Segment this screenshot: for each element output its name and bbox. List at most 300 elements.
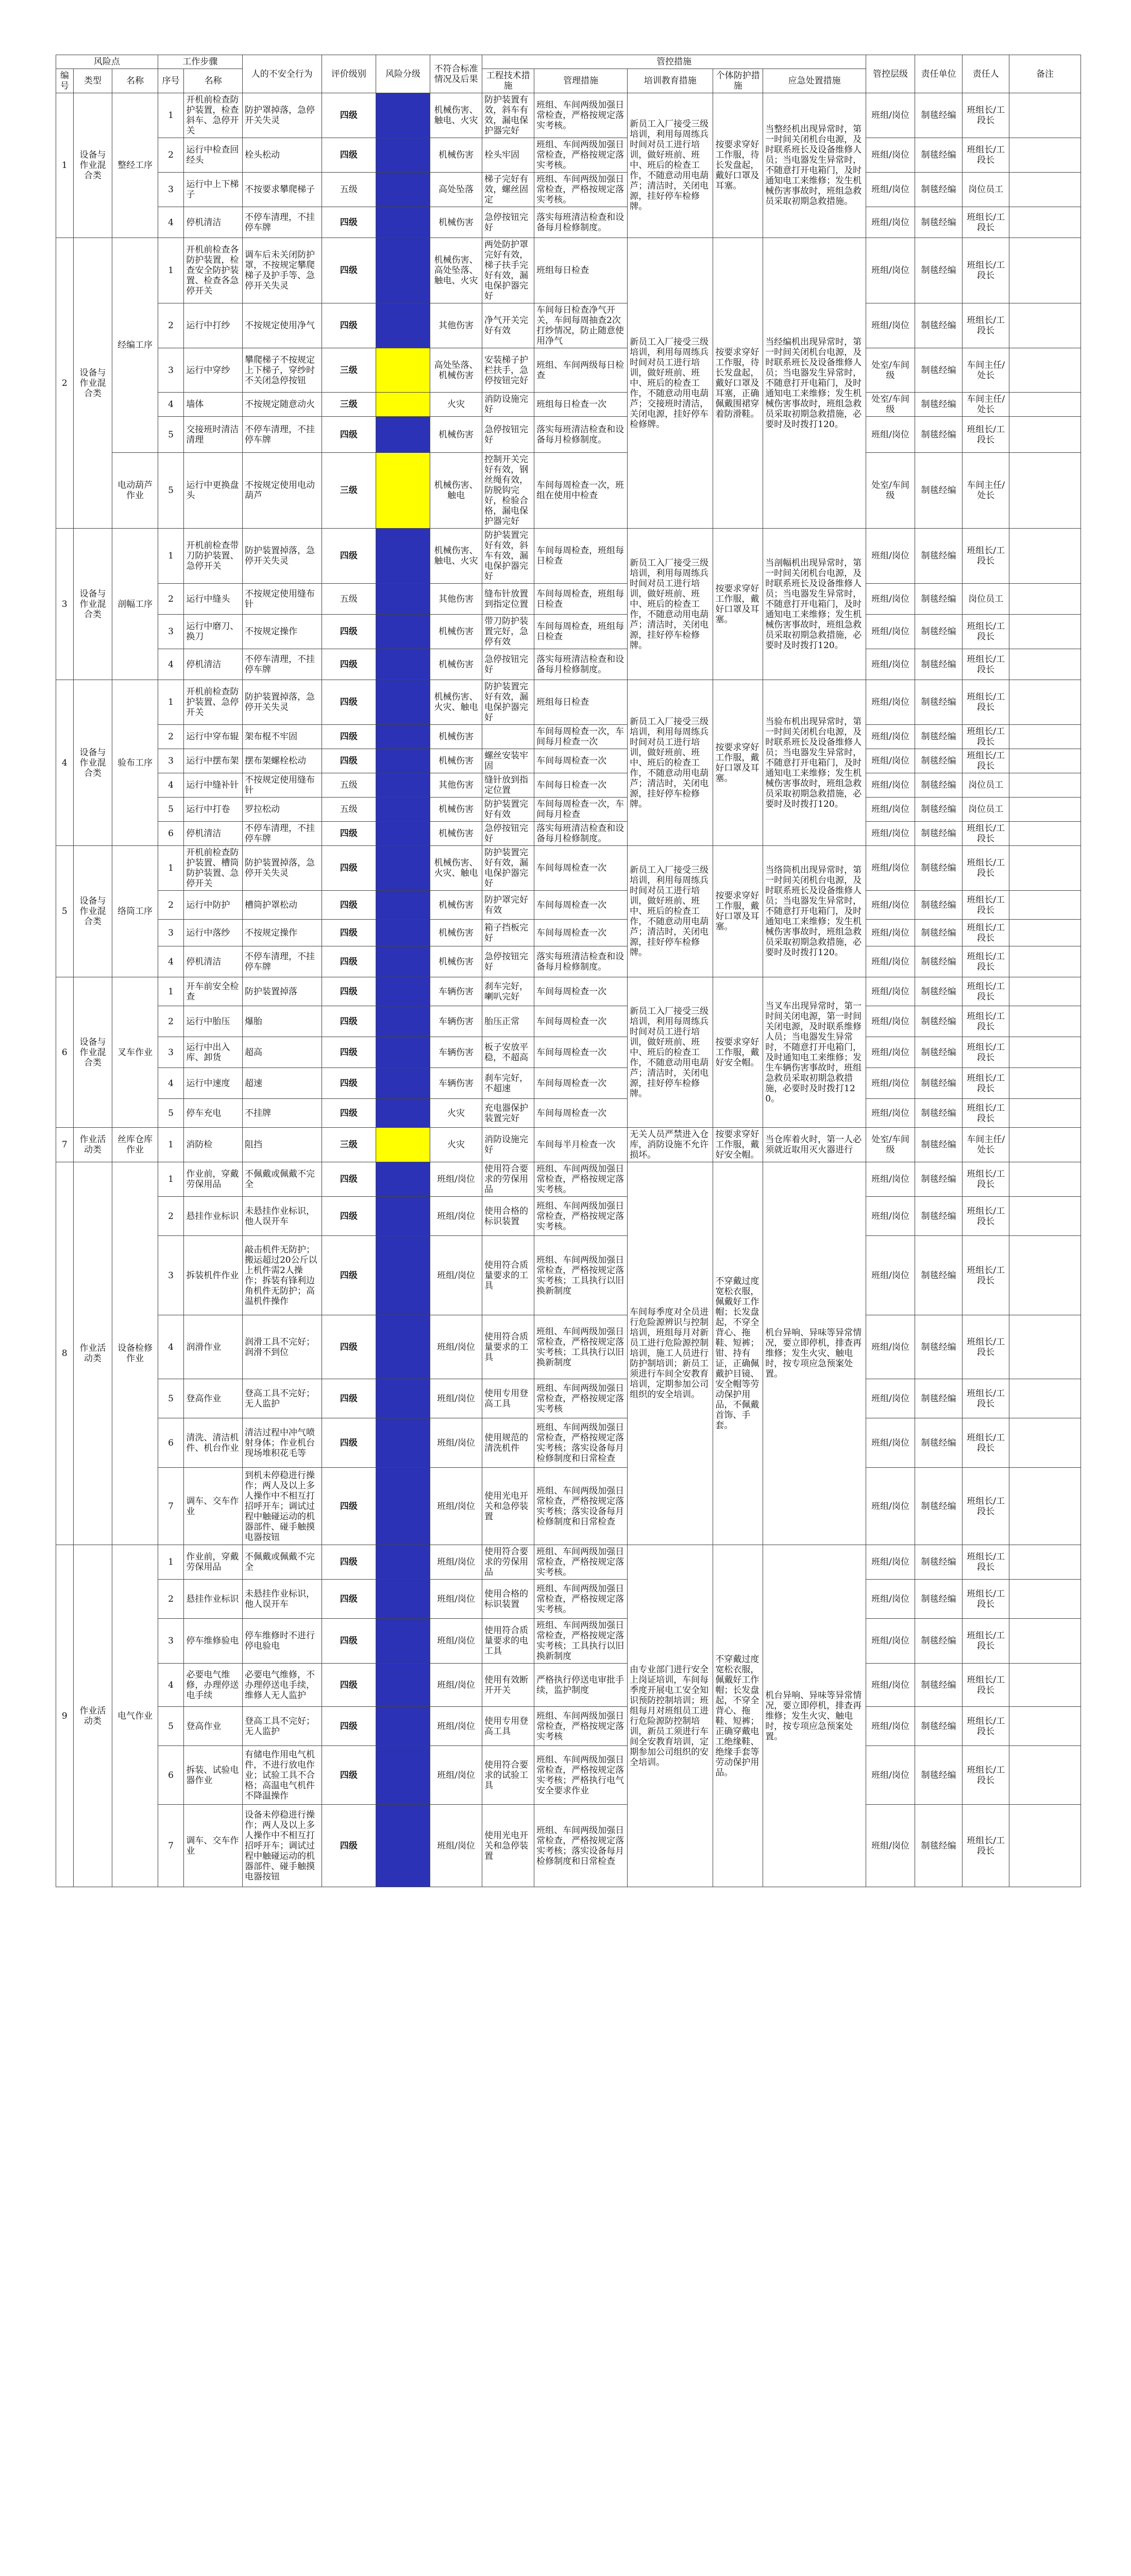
row-step: 悬挂作业标识 xyxy=(184,1580,243,1619)
row-standard: 机械伤害、火灾、触电 xyxy=(430,680,482,725)
row-step: 登高作业 xyxy=(184,1379,243,1418)
row-resp-unit: 制毯经编 xyxy=(915,1580,963,1619)
row-step: 运行中缝补针 xyxy=(184,773,243,798)
header-engineering: 工程技术措施 xyxy=(482,69,534,93)
sub-group-name: 电动葫芦作业 xyxy=(112,453,158,529)
row-management: 车间每周检查一次，班组在使用中检查 xyxy=(534,453,628,529)
group-emergency: 机台异响、异味等异常情况，要立即停机，排查再维修；发生火灾、触电时，按专项应急预案处置。 xyxy=(763,1162,866,1545)
row-control-level: 班组/岗位 xyxy=(866,584,915,615)
table-row xyxy=(56,1379,1081,1418)
row-standard: 机械伤害 xyxy=(430,725,482,749)
row-behavior: 敲击机件无防护；搬运超过20公斤以上机件需2人操作；拆装有锋利边角机件无防护；高温机件操作 xyxy=(242,1236,322,1315)
row-management: 班组、车间两级加强日常检查，严格按规定落实考核；落实设备每月检修制度和日常检查 xyxy=(534,1805,628,1887)
row-resp-person: 岗位员工 xyxy=(963,773,1009,798)
row-resp-person: 车间主任/处长 xyxy=(963,453,1009,529)
row-remarks xyxy=(1009,453,1081,529)
row-engineering: 梯子完好有效，螺丝固定 xyxy=(482,173,534,207)
row-engineering: 防护罩完好有效 xyxy=(482,891,534,920)
table-row xyxy=(56,1099,1081,1128)
row-remarks xyxy=(1009,1162,1081,1197)
row-management: 班组、车间两级加强日常检查，严格按规定落实考核；严格执行电气安全要求作业 xyxy=(534,1746,628,1805)
row-control-level: 班组/岗位 xyxy=(866,138,915,173)
row-engineering: 使用合格的标识装置 xyxy=(482,1197,534,1236)
row-standard: 其他伤害 xyxy=(430,773,482,798)
row-eval-level: 四级 xyxy=(322,846,376,891)
row-control-level: 班组/岗位 xyxy=(866,417,915,453)
row-engineering: 使用符合要求的试验工具 xyxy=(482,1746,534,1805)
row-remarks xyxy=(1009,529,1081,584)
row-resp-person: 班组长/工段长 xyxy=(963,1162,1009,1197)
table-row xyxy=(56,1468,1081,1545)
row-resp-unit: 制毯经编 xyxy=(915,680,963,725)
table-row xyxy=(56,1545,1081,1580)
row-behavior: 攀爬梯子不按规定上下梯子，穿纱时不关闭急停按钮 xyxy=(242,348,322,393)
row-management: 车间每周检查一次，车间每月检查 xyxy=(534,798,628,822)
row-remarks xyxy=(1009,977,1081,1006)
row-management: 班组、车间两级加强日常检查，严格按规定落实考核。 xyxy=(534,138,628,173)
table-row xyxy=(56,1006,1081,1037)
group-name: 丝库仓库作业 xyxy=(112,1128,158,1162)
group-type: 设备与作业混合类 xyxy=(73,238,112,529)
group-training: 新员工入厂接受三级培训，利用每周练兵时间对员工进行培训，做好班前、班中、班后的检查工作，不随意动用电葫芦；清洁时，关闭电源，挂好停车检修牌。 xyxy=(628,529,713,680)
header-training: 培训教育措施 xyxy=(628,69,713,93)
row-engineering: 防护装置完好有效，漏电保护器完好 xyxy=(482,680,534,725)
table-row xyxy=(56,822,1081,846)
row-eval-level: 四级 xyxy=(322,1664,376,1707)
risk-color-cell xyxy=(376,977,430,1006)
group-ppe: 按要求穿好工作服，戴好口罩及耳塞。 xyxy=(713,680,763,846)
table-row xyxy=(56,529,1081,584)
risk-color-cell xyxy=(376,615,430,649)
row-step: 运行中磨刀、换刀 xyxy=(184,615,243,649)
row-behavior: 到机未停稳进行操作；两人及以上多人操作中不相互打招呼开车；调试过程中触碰运动的机器部件、碰手触摸电器按钮 xyxy=(242,1468,322,1545)
row-behavior: 摆布架螺栓松动 xyxy=(242,749,322,773)
row-resp-unit: 制毯经编 xyxy=(915,348,963,393)
table-row xyxy=(56,649,1081,680)
risk-color-cell xyxy=(376,453,430,529)
row-eval-level: 四级 xyxy=(322,1099,376,1128)
row-behavior: 不停车清理，不挂停车牌 xyxy=(242,822,322,846)
header-risk-point: 风险点 xyxy=(56,55,158,69)
row-resp-person: 班组长/工段长 xyxy=(963,207,1009,238)
row-seq: 2 xyxy=(158,1006,184,1037)
row-standard: 班组/岗位 xyxy=(430,1315,482,1379)
row-resp-person: 岗位员工 xyxy=(963,584,1009,615)
row-engineering: 使用符合质量要求的工具 xyxy=(482,1315,534,1379)
row-step: 停机清洁 xyxy=(184,946,243,977)
row-seq: 3 xyxy=(158,749,184,773)
row-management: 车间每周检查，班组每日检查 xyxy=(534,529,628,584)
row-remarks xyxy=(1009,1128,1081,1162)
row-seq: 5 xyxy=(158,453,184,529)
risk-color-cell xyxy=(376,207,430,238)
row-seq: 3 xyxy=(158,1619,184,1664)
row-eval-level: 四级 xyxy=(322,1418,376,1468)
risk-color-cell xyxy=(376,1664,430,1707)
risk-color-cell xyxy=(376,584,430,615)
group-no: 7 xyxy=(56,1128,74,1162)
row-standard: 机械伤害 xyxy=(430,946,482,977)
row-resp-person: 班组长/工段长 xyxy=(963,615,1009,649)
row-seq: 4 xyxy=(158,1315,184,1379)
row-resp-person: 车间主任/处长 xyxy=(963,393,1009,417)
row-eval-level: 四级 xyxy=(322,138,376,173)
row-engineering: 充电器保护装置完好 xyxy=(482,1099,534,1128)
row-resp-person: 班组长/工段长 xyxy=(963,1707,1009,1746)
row-behavior: 防护装置掉落，急停开关失灵 xyxy=(242,680,322,725)
row-eval-level: 三级 xyxy=(322,393,376,417)
row-control-level: 班组/岗位 xyxy=(866,773,915,798)
row-behavior: 不按规定使用净气 xyxy=(242,303,322,348)
risk-color-cell xyxy=(376,1037,430,1068)
row-eval-level: 五级 xyxy=(322,798,376,822)
row-control-level: 班组/岗位 xyxy=(866,1664,915,1707)
risk-color-cell xyxy=(376,1805,430,1887)
header-seq: 序号 xyxy=(158,69,184,93)
row-seq: 2 xyxy=(158,891,184,920)
row-step: 拆装机件作业 xyxy=(184,1236,243,1315)
header-emergency: 应急处置措施 xyxy=(763,69,866,93)
row-resp-unit: 制毯经编 xyxy=(915,725,963,749)
row-behavior: 栓头松动 xyxy=(242,138,322,173)
row-behavior: 罗拉松动 xyxy=(242,798,322,822)
header-standard: 不符合标准情况及后果 xyxy=(430,55,482,93)
row-engineering: 箱子挡板完好 xyxy=(482,920,534,946)
row-remarks xyxy=(1009,1545,1081,1580)
header-no: 编号 xyxy=(56,69,74,93)
row-behavior: 防护装置掉落 xyxy=(242,977,322,1006)
row-management: 班组、车间两级加强日常检查，严格按规定落实考核。 xyxy=(534,1545,628,1580)
row-step: 登高作业 xyxy=(184,1707,243,1746)
row-resp-unit: 制毯经编 xyxy=(915,173,963,207)
row-eval-level: 五级 xyxy=(322,584,376,615)
row-management: 班组、车间两级加强日常检查，严格按规定落实考核。 xyxy=(534,1197,628,1236)
row-control-level: 班组/岗位 xyxy=(866,93,915,138)
row-engineering: 使用符合要求的劳保用品 xyxy=(482,1545,534,1580)
row-resp-person: 班组长/工段长 xyxy=(963,749,1009,773)
row-seq: 2 xyxy=(158,725,184,749)
row-standard: 班组/岗位 xyxy=(430,1664,482,1707)
row-seq: 1 xyxy=(158,93,184,138)
row-behavior: 不按规定使用电动葫芦 xyxy=(242,453,322,529)
row-seq: 1 xyxy=(158,846,184,891)
table-body xyxy=(56,93,1081,1887)
row-resp-person: 班组长/工段长 xyxy=(963,891,1009,920)
table-row xyxy=(56,946,1081,977)
row-step: 停机清洁 xyxy=(184,207,243,238)
group-emergency: 机台异响、异味等异常情况，要立即停机，排查再维修；发生火灾、触电时，按专项应急预案处置。 xyxy=(763,1545,866,1887)
row-control-level: 班组/岗位 xyxy=(866,529,915,584)
row-seq: 6 xyxy=(158,1418,184,1468)
risk-color-cell xyxy=(376,1379,430,1418)
row-step: 开机前检查防护装置、槽筒防护装置、急停开关 xyxy=(184,846,243,891)
row-resp-unit: 制毯经编 xyxy=(915,529,963,584)
row-step: 运行中穿布辊 xyxy=(184,725,243,749)
group-ppe: 按要求穿好工作服，戴好安全帽。 xyxy=(713,1128,763,1162)
row-step: 运行中打卷 xyxy=(184,798,243,822)
row-seq: 1 xyxy=(158,1128,184,1162)
row-standard: 机械伤害 xyxy=(430,891,482,920)
row-resp-unit: 制毯经编 xyxy=(915,1468,963,1545)
row-engineering: 使用有效断开开关 xyxy=(482,1664,534,1707)
row-behavior: 登高工具不完好；无人监护 xyxy=(242,1379,322,1418)
row-seq: 5 xyxy=(158,417,184,453)
table-row xyxy=(56,680,1081,725)
row-seq: 6 xyxy=(158,1746,184,1805)
row-eval-level: 四级 xyxy=(322,1545,376,1580)
row-control-level: 班组/岗位 xyxy=(866,1006,915,1037)
row-management: 班组、车间两级加强日常检查，严格按规定落实考核；工具执行以旧换新制度 xyxy=(534,1619,628,1664)
row-eval-level: 四级 xyxy=(322,1162,376,1197)
row-standard: 车辆伤害 xyxy=(430,1006,482,1037)
row-seq: 3 xyxy=(158,615,184,649)
row-control-level: 班组/岗位 xyxy=(866,822,915,846)
row-eval-level: 四级 xyxy=(322,1315,376,1379)
row-engineering: 急停按钮完好 xyxy=(482,946,534,977)
group-ppe: 不穿戴过度宽松衣服，佩戴好工作帽；长发盘起，不穿全背心、拖鞋、短裤；钳、持有证，正确佩戴护目镜、安全帽等劳动保护用品，不佩戴首饰、手套。 xyxy=(713,1162,763,1545)
row-resp-unit: 制毯经编 xyxy=(915,1707,963,1746)
row-control-level: 班组/岗位 xyxy=(866,1315,915,1379)
group-ppe: 不穿戴过度宽松衣服，佩戴好工作帽；长发盘起，不穿全背心、拖鞋、短裤；正确穿戴电工绝缘鞋、绝缘手套等劳动保护用品。 xyxy=(713,1545,763,1887)
row-behavior: 爆胎 xyxy=(242,1006,322,1037)
row-behavior: 不按规定随意动火 xyxy=(242,393,322,417)
risk-color-cell xyxy=(376,798,430,822)
row-standard: 班组/岗位 xyxy=(430,1805,482,1887)
row-seq: 5 xyxy=(158,798,184,822)
table-row xyxy=(56,207,1081,238)
row-remarks xyxy=(1009,93,1081,138)
row-behavior: 不按规定操作 xyxy=(242,920,322,946)
risk-color-cell xyxy=(376,846,430,891)
row-eval-level: 四级 xyxy=(322,1236,376,1315)
row-control-level: 班组/岗位 xyxy=(866,1619,915,1664)
row-control-level: 班组/岗位 xyxy=(866,1197,915,1236)
row-behavior: 不按要求攀爬梯子 xyxy=(242,173,322,207)
group-ppe: 按要求穿好工作服，戴好口罩及耳塞。 xyxy=(713,529,763,680)
row-eval-level: 四级 xyxy=(322,93,376,138)
row-standard: 机械伤害 xyxy=(430,920,482,946)
row-management: 车间每周检查一次 xyxy=(534,1099,628,1128)
row-resp-unit: 制毯经编 xyxy=(915,1236,963,1315)
row-resp-person: 班组长/工段长 xyxy=(963,1315,1009,1379)
row-behavior: 不佩戴或佩戴不完全 xyxy=(242,1162,322,1197)
row-eval-level: 五级 xyxy=(322,173,376,207)
row-control-level: 班组/岗位 xyxy=(866,1468,915,1545)
row-remarks xyxy=(1009,417,1081,453)
row-resp-unit: 制毯经编 xyxy=(915,1006,963,1037)
row-engineering: 使用符合要求的劳保用品 xyxy=(482,1162,534,1197)
row-eval-level: 四级 xyxy=(322,680,376,725)
table-row xyxy=(56,798,1081,822)
row-engineering xyxy=(482,725,534,749)
row-management: 严格执行停送电审批手续，监护制度 xyxy=(534,1664,628,1707)
row-behavior: 超速 xyxy=(242,1068,322,1099)
table-row xyxy=(56,1162,1081,1197)
row-management: 班组、车间两级加强日常检查，严格按规定落实考核；工具执行以旧换新制度 xyxy=(534,1315,628,1379)
row-resp-unit: 制毯经编 xyxy=(915,1379,963,1418)
row-resp-unit: 制毯经编 xyxy=(915,138,963,173)
row-management: 班组、车间两级加强日常检查，严格按规定落实考核。 xyxy=(534,1580,628,1619)
risk-color-cell xyxy=(376,1468,430,1545)
header-work-steps: 工作步骤 xyxy=(158,55,242,69)
table-row xyxy=(56,725,1081,749)
row-standard: 班组/岗位 xyxy=(430,1619,482,1664)
row-resp-unit: 制毯经编 xyxy=(915,1619,963,1664)
group-ppe: 按要求穿好工作服，戴好口罩及耳塞。 xyxy=(713,846,763,977)
row-control-level: 班组/岗位 xyxy=(866,1707,915,1746)
group-training: 新员工入厂接受三级培训，利用每周练兵时间对员工进行培训，做好班前、班中、班后的检查工作，不随意动用电葫芦；清洁时，关闭电源，挂好停车检修牌。 xyxy=(628,680,713,846)
table-row xyxy=(56,1746,1081,1805)
row-resp-unit: 制毯经编 xyxy=(915,393,963,417)
risk-table xyxy=(56,55,1081,1887)
risk-color-cell xyxy=(376,891,430,920)
row-remarks xyxy=(1009,207,1081,238)
group-name: 络筒工序 xyxy=(112,846,158,977)
row-remarks xyxy=(1009,725,1081,749)
row-resp-person: 班组长/工段长 xyxy=(963,1746,1009,1805)
row-resp-person: 班组长/工段长 xyxy=(963,725,1009,749)
row-step: 开机前检查各防护装置，检查安全防护装置、检查各急停开关 xyxy=(184,238,243,303)
row-resp-unit: 制毯经编 xyxy=(915,615,963,649)
row-engineering: 防护装置有效，斜车有效，漏电保护器完好 xyxy=(482,93,534,138)
row-resp-person: 班组长/工段长 xyxy=(963,846,1009,891)
row-engineering: 刹车完好，不超速 xyxy=(482,1068,534,1099)
row-seq: 4 xyxy=(158,773,184,798)
row-standard: 机械伤害、触电、火灾 xyxy=(430,529,482,584)
group-training: 新员工入厂接受三级培训，利用每周练兵时间对员工进行培训，做好班前、班中、班后的检查工作，不随意动用电葫芦；清洁时，关闭电源，挂好停车检修牌。 xyxy=(628,977,713,1128)
table-row xyxy=(56,1805,1081,1887)
table-row xyxy=(56,303,1081,348)
row-seq: 4 xyxy=(158,1664,184,1707)
row-seq: 4 xyxy=(158,946,184,977)
group-ppe: 按要求穿好工作服，待长发盘起，戴好口罩及耳塞，正确佩戴围裙穿着防滑鞋。 xyxy=(713,238,763,529)
row-remarks xyxy=(1009,680,1081,725)
table-row xyxy=(56,773,1081,798)
row-standard: 机械伤害、火灾、触电 xyxy=(430,846,482,891)
row-resp-person: 班组长/工段长 xyxy=(963,93,1009,138)
risk-color-cell xyxy=(376,1068,430,1099)
row-engineering: 消防设施完好 xyxy=(482,1128,534,1162)
row-management: 班组、车间两级加强日常检查，严格按规定落实考核。 xyxy=(534,173,628,207)
header-row-1 xyxy=(56,55,1081,69)
row-control-level: 班组/岗位 xyxy=(866,1746,915,1805)
row-standard: 班组/岗位 xyxy=(430,1379,482,1418)
row-eval-level: 四级 xyxy=(322,1805,376,1887)
row-management: 车间每周检查，班组每日检查 xyxy=(534,615,628,649)
row-control-level: 班组/岗位 xyxy=(866,649,915,680)
row-resp-unit: 制毯经编 xyxy=(915,238,963,303)
group-emergency: 当整经机出现异常时，第一时间关闭机台电源，及时联系班长及设备维修人员；当电器发生异常时，不随意打开电箱门，及时通知电工来维修；发生机械伤害事故时，班组急救员采取初期急救措施。 xyxy=(763,93,866,238)
table-row xyxy=(56,393,1081,417)
group-emergency: 当剖幅机出现异常时，第一时间关闭机台电源，及时联系班长及设备维修人员；当电器发生异常时，不随意打开电箱门，及时通知电工来维修；发生机械伤害事故时，班组急救员采取初期急救措施，必要时及时拨打120。 xyxy=(763,529,866,680)
row-remarks xyxy=(1009,946,1081,977)
row-step: 调车、交车作业 xyxy=(184,1805,243,1887)
row-step: 清洗、清洁机件、机台作业 xyxy=(184,1418,243,1468)
table-row xyxy=(56,1068,1081,1099)
row-seq: 2 xyxy=(158,138,184,173)
risk-color-cell xyxy=(376,348,430,393)
header-control-measures: 管控措施 xyxy=(482,55,866,69)
row-standard: 机械伤害 xyxy=(430,207,482,238)
row-standard: 班组/岗位 xyxy=(430,1162,482,1197)
risk-color-cell xyxy=(376,173,430,207)
row-behavior: 不停车清理，不挂停车牌 xyxy=(242,946,322,977)
row-seq: 4 xyxy=(158,1068,184,1099)
row-control-level: 班组/岗位 xyxy=(866,1379,915,1418)
risk-color-cell xyxy=(376,417,430,453)
row-eval-level: 四级 xyxy=(322,1068,376,1099)
table-row xyxy=(56,348,1081,393)
risk-color-cell xyxy=(376,1006,430,1037)
group-training: 由专业部门进行安全上岗证培训，车间每季度开展电工安全知识预防控制培训；班组每月对班组员工进行危险源防控制培训，新员工须进行车间全安教育培训，定期参加公司组织的安全培训。 xyxy=(628,1545,713,1887)
row-eval-level: 四级 xyxy=(322,649,376,680)
group-emergency: 当验布机出现异常时，第一时间关闭机台电源，及时联系班长及设备维修人员；当电器发生异常时，不随意打开电箱门，及时通知电工来维修；发生机械伤害事故时，班组急救员采取初期急救措施，必要时及时拨打120。 xyxy=(763,680,866,846)
group-type: 设备与作业混合类 xyxy=(73,93,112,238)
row-control-level: 班组/岗位 xyxy=(866,1418,915,1468)
row-management: 车间每周检查一次 xyxy=(534,1037,628,1068)
row-management: 车间每周检查一次 xyxy=(534,891,628,920)
header-eval-level: 评价级别 xyxy=(322,55,376,93)
row-resp-person: 岗位员工 xyxy=(963,173,1009,207)
row-eval-level: 四级 xyxy=(322,615,376,649)
row-management: 车间每周检查一次，车间每月检查一次 xyxy=(534,725,628,749)
group-no: 8 xyxy=(56,1162,74,1545)
risk-color-cell xyxy=(376,773,430,798)
group-no: 1 xyxy=(56,93,74,238)
row-standard: 机械伤害 xyxy=(430,649,482,680)
row-resp-person: 班组长/工段长 xyxy=(963,238,1009,303)
table-row xyxy=(56,453,1081,529)
row-management: 车间每周检查一次 xyxy=(534,749,628,773)
row-standard: 火灾 xyxy=(430,393,482,417)
header-ppe: 个体防护措施 xyxy=(713,69,763,93)
table-row xyxy=(56,1236,1081,1315)
row-remarks xyxy=(1009,822,1081,846)
row-control-level: 处室/车间级 xyxy=(866,453,915,529)
row-remarks xyxy=(1009,1236,1081,1315)
row-resp-person: 班组长/工段长 xyxy=(963,1379,1009,1418)
row-step: 墙体 xyxy=(184,393,243,417)
risk-color-cell xyxy=(376,1707,430,1746)
row-resp-unit: 制毯经编 xyxy=(915,846,963,891)
risk-color-cell xyxy=(376,393,430,417)
row-resp-unit: 制毯经编 xyxy=(915,1418,963,1468)
group-name: 电气作业 xyxy=(112,1545,158,1887)
row-eval-level: 四级 xyxy=(322,1746,376,1805)
row-remarks xyxy=(1009,1197,1081,1236)
row-seq: 4 xyxy=(158,393,184,417)
row-seq: 5 xyxy=(158,1707,184,1746)
row-resp-unit: 制毯经编 xyxy=(915,303,963,348)
row-resp-person: 班组长/工段长 xyxy=(963,946,1009,977)
risk-color-cell xyxy=(376,1418,430,1468)
row-engineering: 使用符合质量要求的电工具 xyxy=(482,1619,534,1664)
row-resp-unit: 制毯经编 xyxy=(915,1162,963,1197)
row-resp-unit: 制毯经编 xyxy=(915,946,963,977)
row-remarks xyxy=(1009,649,1081,680)
row-management: 落实每班清洁检查和设备每月检修制度。 xyxy=(534,649,628,680)
row-engineering: 使用符合质量要求的工具 xyxy=(482,1236,534,1315)
row-seq: 7 xyxy=(158,1468,184,1545)
row-standard: 火灾 xyxy=(430,1128,482,1162)
row-step: 开机前检查带刀防护装置、急停开关 xyxy=(184,529,243,584)
row-step: 调车、交车作业 xyxy=(184,1468,243,1545)
row-step: 运行中速度 xyxy=(184,1068,243,1099)
row-control-level: 班组/岗位 xyxy=(866,303,915,348)
row-control-level: 班组/岗位 xyxy=(866,946,915,977)
row-control-level: 班组/岗位 xyxy=(866,173,915,207)
row-resp-person: 班组长/工段长 xyxy=(963,1037,1009,1068)
